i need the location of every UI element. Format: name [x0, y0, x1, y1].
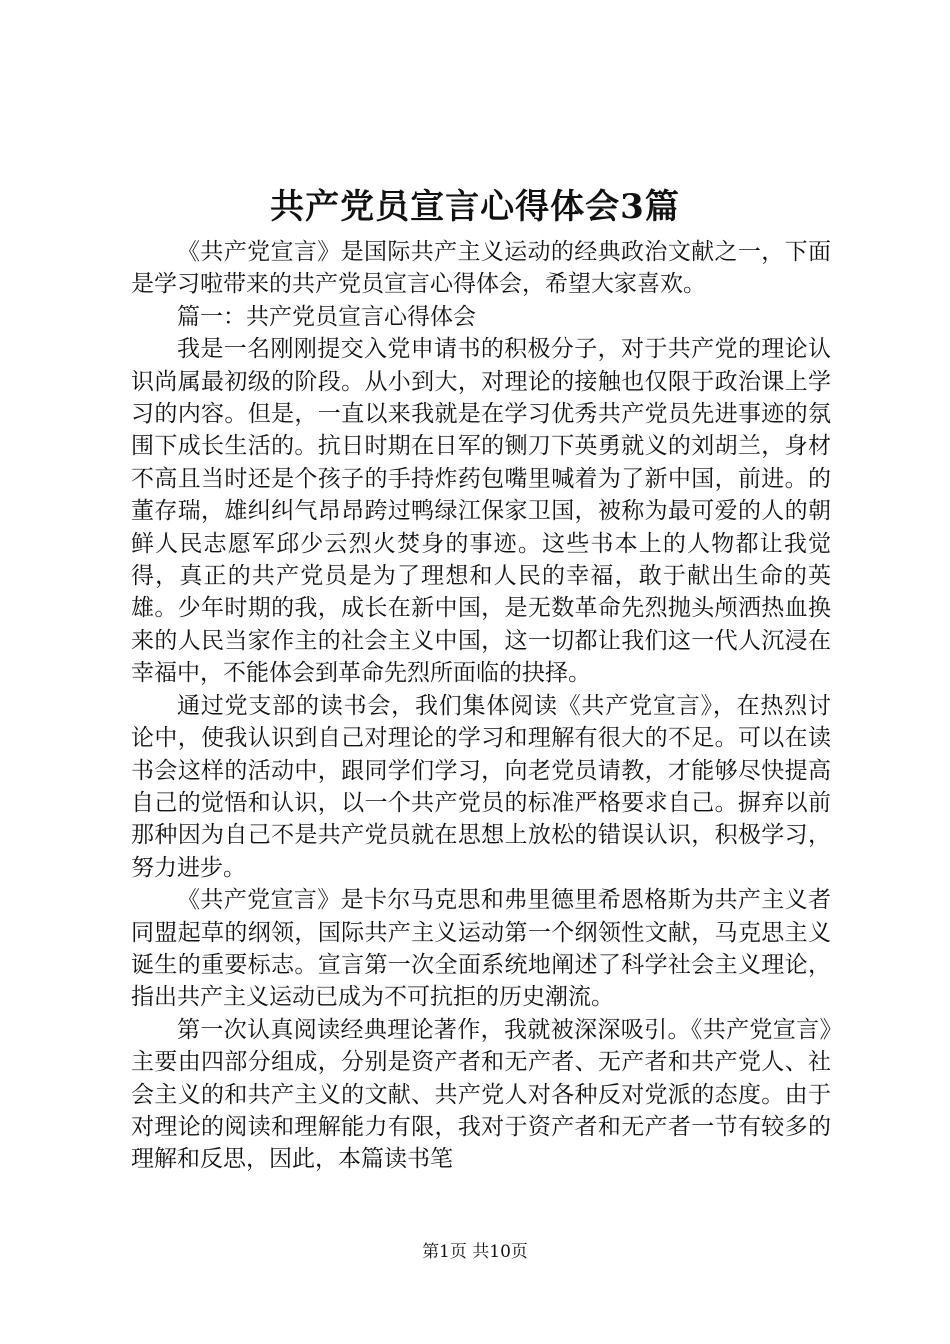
body-paragraph: 我是一名刚刚提交入党申请书的积极分子，对于共产党的理论认识尚属最初级的阶段。从小到大，对理论的接触也仅限于政治课上学习的内容。但是，一直以来我就是在学习优秀共产党员先进事迹的氛围下成长生活的。抗日时期在日军的铡刀下英勇就义的刘胡兰，身材不高且当时还是个孩子的手持炸药包嘴里喊着为了新中国，前进。的董存瑞，雄纠纠气昂昂跨过鸭绿江保家卫国，被称为最可爱的人的朝鲜人民志愿军邱少云烈火焚身的事迹。这些书本上的人物都让我觉得，真正的共产党员是为了理想和人民的幸福，敢于献出生命的英雄。少年时期的我，成长在新中国，是无数革命先烈抛头颅洒热血换来的人民当家作主的社会主义中国，这一切都让我们这一代人沉浸在幸福中，不能体会到革命先烈所面临的抉择。	[131, 336, 831, 687]
body-paragraph: 通过党支部的读书会，我们集体阅读《共产党宣言》，在热烈讨论中，使我认识到自己对理论的学习和理解有很大的不足。可以在读书会这样的活动中，跟同学们学习，向老党员请教，才能够尽快提高自己的觉悟和认识，以一个共产党员的标准严格要求自己。摒弃以前那种因为自己不是共产党员就在思想上放松的错误认识，积极学习，努力进步。	[131, 692, 831, 881]
document-body	[131, 236, 831, 1176]
body-paragraph: 《共产党宣言》是卡尔马克思和弗里德里希恩格斯为共产主义者同盟起草的纲领，国际共产主义运动第一个纲领性文献，马克思主义诞生的重要标志。宣言第一次全面系统地阐述了科学社会主义理论，指出共产主义运动已成为不可抗拒的历史潮流。	[131, 887, 831, 1011]
page-footer: 第1页 共10页	[422, 1242, 528, 1262]
body-paragraph: 第一次认真阅读经典理论著作，我就被深深吸引。《共产党宣言》主要由四部分组成，分别是资产者和无产者、无产者和共产党人、社会主义的和共产主义的文献、共产党人对各种反对党派的态度。由于对理论的阅读和理解能力有限，我对于资产者和无产者一节有较多的理解和反思，因此，本篇读书笔	[131, 1016, 831, 1173]
document-title: 共产党员宣言心得体会3篇	[270, 187, 680, 227]
section-heading: 篇一：共产党员宣言心得体会	[177, 303, 476, 330]
intro-paragraph: 《共产党宣言》是国际共产主义运动的经典政治文献之一，下面是学习啦带来的共产党员宣言心得体会，希望大家喜欢。	[131, 239, 831, 298]
